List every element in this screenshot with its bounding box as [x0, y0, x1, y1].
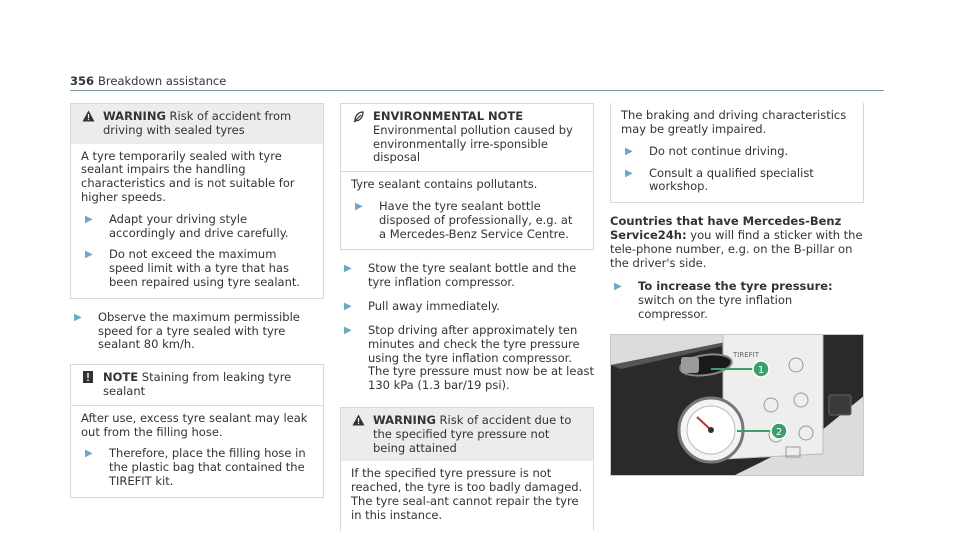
countries-paragraph [610, 215, 864, 270]
countries-text: you will find a sticker with the tele-phone number, e.g. on the B-pillar on the driver's side. [610, 227, 863, 270]
note-box-header [71, 365, 323, 406]
step-text: Have the tyre sealant bottle disposed of professionally, e.g. at a Mercedes-Benz Service Centre. [379, 198, 573, 241]
step-text: Therefore, place the filling hose in the plastic bag that contained the TIREFIT kit. [109, 446, 306, 488]
step-arrow-icon: ▶ [74, 311, 82, 323]
environment-note-icon [351, 110, 365, 165]
warning-box-body [71, 144, 323, 298]
column-2 [340, 103, 594, 533]
step-observe-speed [70, 311, 324, 352]
step-arrow-icon: ▶ [355, 200, 363, 212]
column-1 [70, 103, 324, 510]
step-arrow-icon: ▶ [85, 249, 93, 261]
sticker-text: TIREFIT [733, 350, 759, 359]
step-arrow-icon: ▶ [85, 213, 93, 225]
warning-label: WARNING [103, 109, 166, 123]
continued-body-text: The braking and driving characteristics may be greatly impaired. [621, 108, 847, 136]
callout-2: 2 [775, 426, 783, 438]
column-3 [610, 103, 864, 476]
warning-box-header [71, 104, 323, 144]
warning-triangle-icon [351, 414, 365, 455]
countries-heading: Countries that have Mercedes-Benz Service24h: [610, 214, 842, 242]
step-arrow-icon: ▶ [344, 300, 352, 312]
callout-1: 1 [757, 364, 765, 376]
page-header [70, 75, 884, 91]
warning-label: WARNING [373, 412, 436, 427]
note-body-text: After use, excess tyre sealant may leak out from the filling hose. [81, 410, 308, 439]
env-box-header [341, 104, 593, 172]
warning-box-continued [610, 103, 864, 203]
note-box-staining [70, 364, 324, 498]
section-title: Breakdown assistance [98, 74, 227, 88]
continued-step-1 [621, 145, 853, 159]
warning-box-header [341, 408, 593, 461]
increase-label: To increase the tyre pressure: [638, 279, 833, 294]
env-box-body [341, 172, 593, 249]
exclamation-icon [81, 371, 95, 399]
step-text: Stop driving after approximately ten minutes and check the tyre pressure using the tyre inflation compressor. The tyre pressure must now be at least 130 kPa (1.3 bar/19 psi). [368, 322, 594, 393]
warning-triangle-icon [81, 110, 95, 138]
continued-step-2 [621, 167, 853, 195]
warning-body-text: If the specified tyre pressure is not reached, the tyre is too badly damaged. The tyre seal-ant cannot repair the tyre in this instance. [351, 466, 583, 522]
step-text: Stow the tyre sealant bottle and the tyre inflation compressor. [368, 261, 577, 290]
step-arrow-icon: ▶ [85, 448, 93, 460]
step-arrow-icon: ▶ [344, 263, 352, 275]
warning-box-sealed-tyres [70, 103, 324, 299]
note-label: NOTE [103, 370, 139, 385]
step-arrow-icon: ▶ [625, 167, 633, 179]
step-text: Pull away immediately. [368, 298, 500, 313]
warning-title: Risk of accident from driving with sealed tyres [103, 109, 292, 137]
compressor-illustration [611, 335, 864, 476]
step-pull-away [340, 300, 594, 314]
page-number: 356 [70, 74, 95, 88]
note-title: Staining from leaking tyre sealant [103, 370, 292, 398]
step-arrow-icon: ▶ [625, 145, 633, 157]
compressor-photo [610, 334, 864, 476]
step-stow [340, 262, 594, 290]
step-arrow-icon: ▶ [614, 281, 622, 293]
step-stop-check [340, 324, 594, 393]
note-box-body [71, 406, 323, 497]
env-step [351, 200, 583, 241]
env-body-text: Tyre sealant contains pollutants. [351, 177, 538, 192]
environmental-note-box [340, 103, 594, 250]
warning-body-text: A tyre temporarily sealed with tyre sealant impairs the handling characteristics and is not suitable for higher speeds. [81, 148, 295, 204]
step-increase-pressure [610, 280, 864, 321]
procedure-steps [340, 262, 594, 393]
warning-box-continued-body [611, 103, 863, 202]
step-text: Do not exceed the maximum speed limit with a tyre that has been repaired using tyre sealant. [109, 247, 301, 289]
warning-step-1 [81, 213, 313, 241]
env-label: ENVIRONMENTAL NOTE [373, 109, 524, 123]
warning-box-body [341, 461, 593, 530]
step-arrow-icon: ▶ [344, 324, 352, 336]
warning-step-2 [81, 248, 313, 289]
step-text: Observe the maximum permissible speed for a tyre sealed with tyre sealant 80 km/h. [98, 309, 300, 352]
step-text: Do not continue driving. [649, 143, 789, 158]
step-text: Adapt your driving style accordingly and drive carefully. [109, 211, 289, 240]
increase-text: switch on the tyre inflation compressor. [638, 293, 793, 321]
warning-title: Risk of accident due to the specified tyre pressure not being attained [373, 412, 572, 455]
note-step [81, 447, 313, 488]
step-text: Consult a qualified specialist workshop. [649, 165, 814, 194]
env-title: Environmental pollution caused by environmentally irre-sponsible disposal [373, 122, 573, 165]
warning-box-pressure [340, 407, 594, 531]
